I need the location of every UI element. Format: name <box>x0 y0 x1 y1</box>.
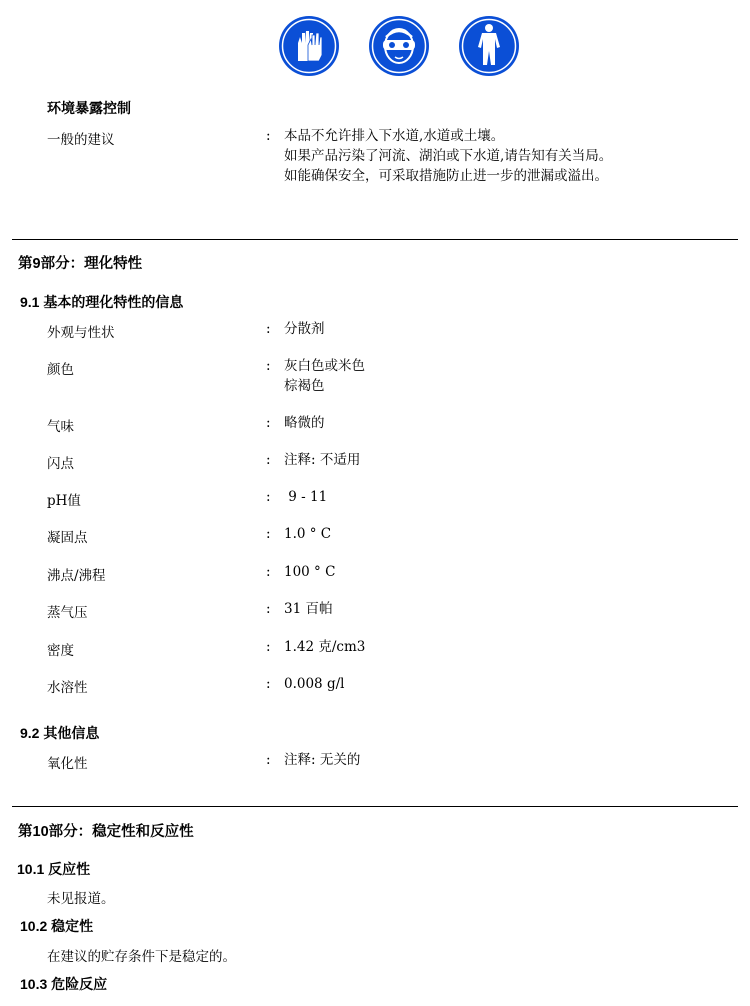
stability-text: 在建议的贮存条件下是稳定的。 <box>47 949 236 965</box>
colon: : <box>266 601 271 617</box>
colon: : <box>266 564 271 580</box>
advice-line: 如果产品污染了河流、湖泊或下水道,请告知有关当局。 <box>284 148 613 164</box>
colon: : <box>266 752 271 768</box>
property-label: 凝固点 <box>47 530 88 546</box>
colon: : <box>266 526 271 542</box>
property-label: 蒸气压 <box>47 605 88 621</box>
value-line: 灰白色或米色 <box>284 358 365 374</box>
colon: : <box>266 639 271 655</box>
section9-title: 第9部分：理化特性 <box>18 256 143 272</box>
section10-title: 第10部分：稳定性和反应性 <box>18 824 194 840</box>
property-value: 略微的 <box>284 415 325 431</box>
reactivity-text: 未见报道。 <box>47 891 115 907</box>
section10-3-heading: 10.3 危险反应 <box>20 976 108 992</box>
property-label: 闪点 <box>47 456 74 472</box>
colon: : <box>266 452 271 468</box>
colon: : <box>266 358 271 374</box>
property-label: pH值 <box>47 493 81 509</box>
section-divider <box>12 806 738 807</box>
property-value: 注释: 不适用 <box>284 452 361 468</box>
section9-2-heading: 9.2 其他信息 <box>20 725 100 741</box>
property-value: 100 ° C <box>284 564 336 580</box>
value-line: 棕褐色 <box>284 378 325 394</box>
ppe-icons <box>278 15 538 81</box>
colon: : <box>266 676 271 692</box>
goggles-icon <box>368 15 430 77</box>
advice-line: 如能确保安全，可采取措施防止进一步的泄漏或溢出。 <box>284 168 608 184</box>
property-value <box>284 356 365 396</box>
section-divider <box>12 239 738 240</box>
env-exposure-heading: 环境暴露控制 <box>47 100 131 116</box>
protective-suit-icon <box>458 15 520 77</box>
property-value: 1.0 ° C <box>284 526 332 542</box>
section10-1-heading: 10.1 反应性 <box>17 861 91 877</box>
property-value: 31 百帕 <box>284 601 333 617</box>
general-advice-label: 一般的建议 <box>47 132 115 148</box>
advice-line: 本品不允许排入下水道,水道或土壤。 <box>284 128 505 144</box>
property-value: 9 - 11 <box>284 489 328 505</box>
colon: : <box>266 489 271 505</box>
property-label: 水溶性 <box>47 680 88 696</box>
property-label: 颜色 <box>47 362 74 378</box>
section10-2-heading: 10.2 稳定性 <box>20 918 94 934</box>
colon: : <box>266 128 271 144</box>
colon: : <box>266 415 271 431</box>
property-label: 沸点/沸程 <box>47 568 106 584</box>
gloves-icon <box>278 15 340 77</box>
section9-1-heading: 9.1 基本的理化特性的信息 <box>20 294 184 310</box>
property-value: 分散剂 <box>284 321 325 337</box>
general-advice-value <box>284 126 612 186</box>
property-value: 注释: 无关的 <box>284 752 361 768</box>
property-label: 外观与性状 <box>47 325 115 341</box>
property-value: 0.008 g/l <box>284 676 345 692</box>
colon: : <box>266 321 271 337</box>
property-label: 气味 <box>47 419 74 435</box>
property-value: 1.42 克/cm3 <box>284 639 366 655</box>
property-label: 氧化性 <box>47 756 88 772</box>
property-label: 密度 <box>47 643 74 659</box>
